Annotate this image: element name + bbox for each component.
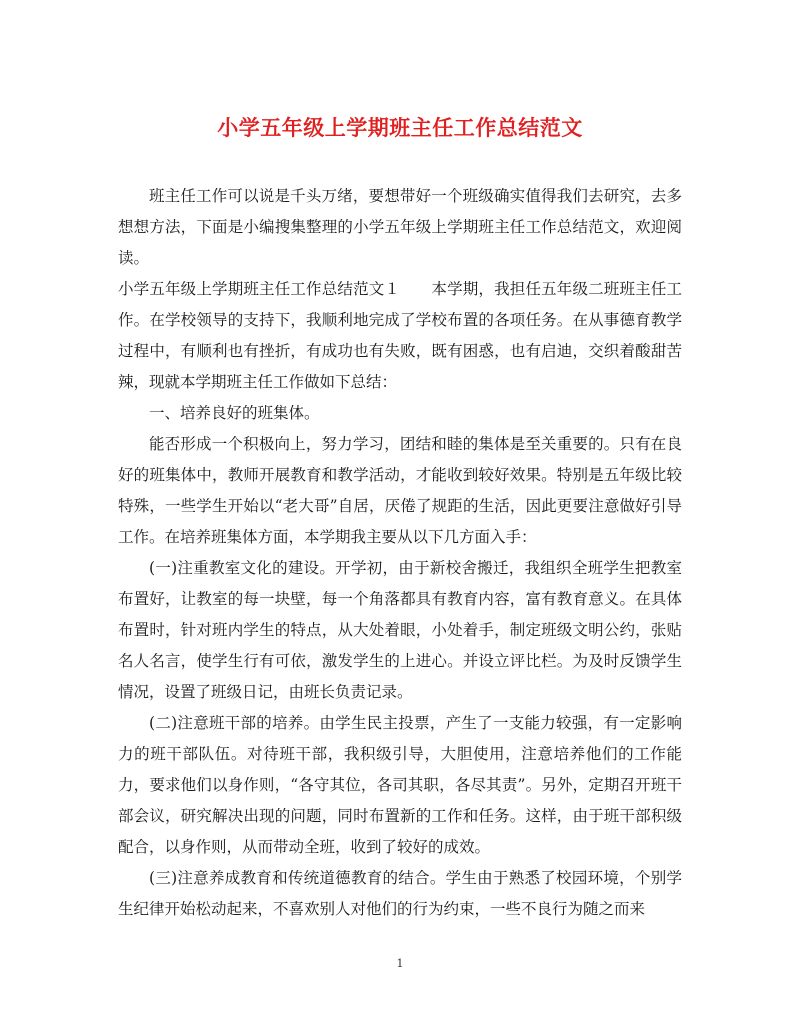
page-number: 1 [396,957,404,970]
body-paragraph: (三)注意养成教育和传统道德教育的结合。学生由于熟悉了校园环境，个别学生纪律开始松动起来，不喜欢别人对他们的行为约束，一些不良行为随之而来 [118,869,682,918]
body-paragraph: (二)注意班干部的培养。由学生民主投票，产生了一支能力较强，有一定影响力的班干部队伍。对待班干部，我积级引导，大胆使用，注意培养他们的工作能力，要求他们以身作则，“各守其位，各司其职，各尽其责”。另外，定期召开班干部会议，研究解决出现的问题，同时布置新的工作和任务。这样，由于班干部积级配合，以身作则，从而带动全班，收到了较好的成效。 [118,714,682,856]
body-paragraph: (一)注重教室文化的建设。开学初，由于新校舍搬迁，我组织全班学生把教室布置好，让教室的每一块壁，每一个角落都具有教育内容，富有教育意义。在具体布置时，针对班内学生的特点，从大处着眼，小处着手，制定班级文明公约，张贴名人名言，使学生行有可依，激发学生的上进心。并设立评比栏。为及时反馈学生情况，设置了班级日记，由班长负责记录。 [118,559,682,701]
body-paragraph: 能否形成一个积极向上，努力学习，团结和睦的集体是至关重要的。只有在良好的班集体中，教师开展教育和教学活动，才能收到较好效果。特别是五年级比较特殊，一些学生开始以“老大哥”自居，厌倦了规距的生活，因此更要注意做好引导工作。在培养班集体方面，本学期我主要从以下几方面入手： [118,435,682,546]
intro-paragraph: 班主任工作可以说是千头万绪，要想带好一个班级确实值得我们去研究，去多想想方法，下面是小编搜集整理的小学五年级上学期班主任工作总结范文，欢迎阅读。 [118,187,682,267]
section-intro-paragraph: 小学五年级上学期班主任工作总结范文１ 本学期，我担任五年级二班班主任工作。在学校领导的支持下，我顺利地完成了学校布置的各项任务。在从事德育教学过程中，有顺利也有挫折，有成功也有失败，既有困惑，也有启迪，交织着酸甜苦辣，现就本学期班主任工作做如下总结： [118,280,682,391]
document-body [118,181,682,925]
section-heading: 一、培养良好的班集体。 [149,404,320,422]
document-title: 小学五年级上学期班主任工作总结范文 [217,115,583,140]
